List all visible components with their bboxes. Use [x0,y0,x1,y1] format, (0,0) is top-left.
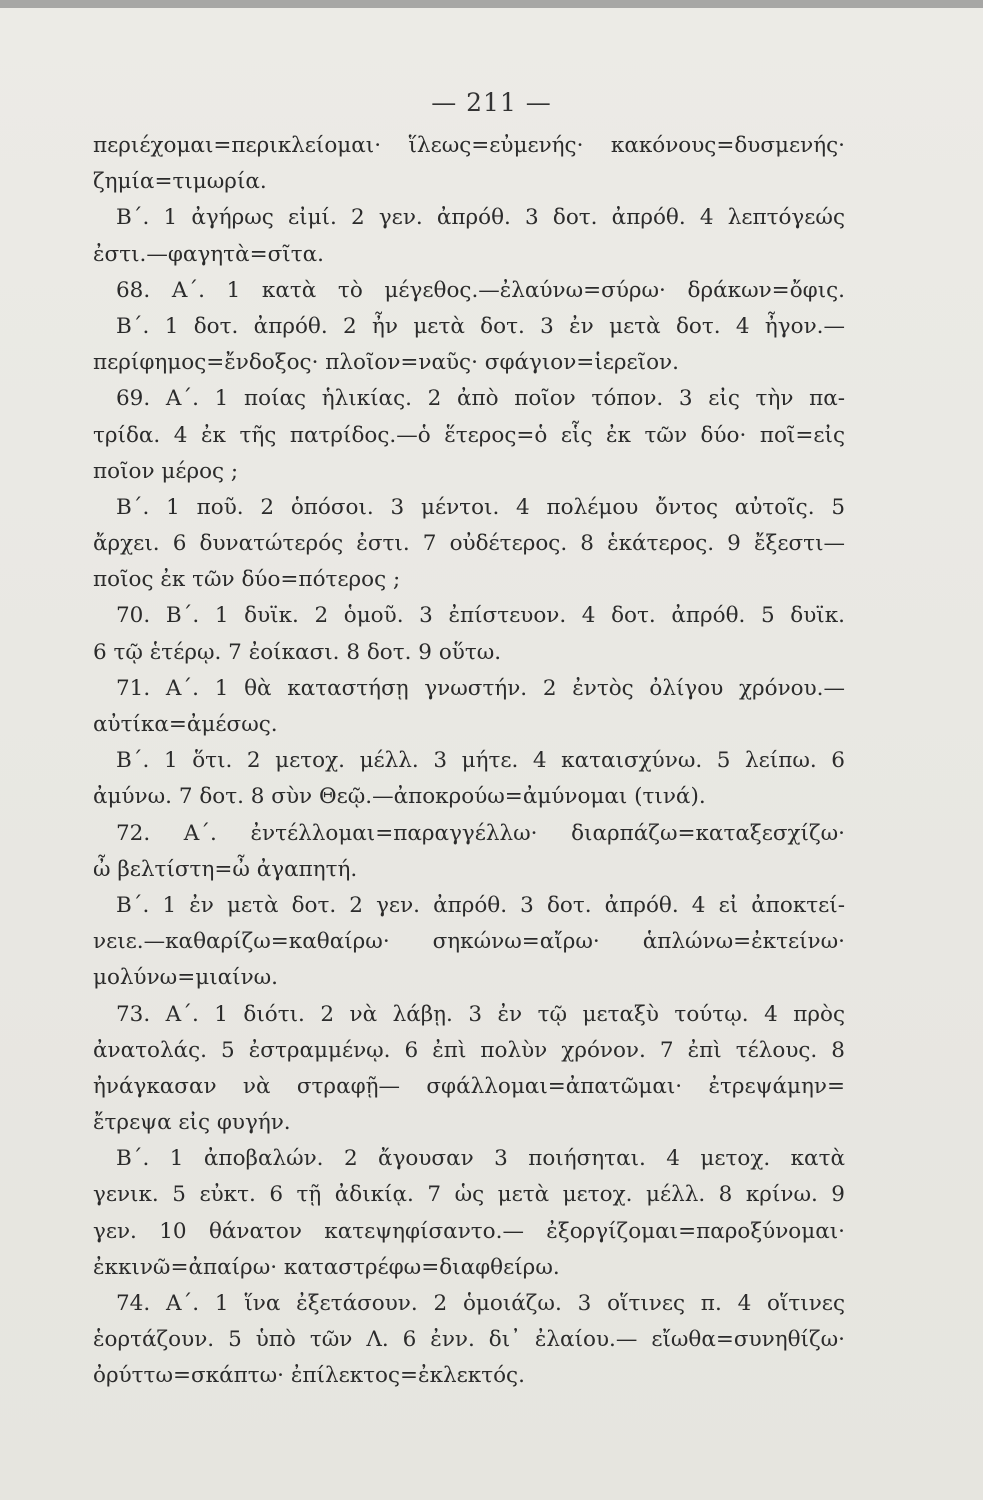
text-line: 71. Α΄. 1 θὰ καταστήσῃ γνωστήν. 2 ἐντὸς ὀλίγου χρόνου.— [116,675,845,701]
text-line: ὦ βελτίστη=ὦ ἀγαπητή. [93,856,358,882]
text-line: ἑορτάζουν. 5 ὑπὸ τῶν Λ. 6 ἐνν. δι᾽ ἐλαίου.— εἴωθα=συνηθίζω· [93,1327,845,1353]
text-line: περιέχομαι=περικλείομαι· ἵλεως=εὐμενής· κακόνους=δυσμενής· [93,133,845,158]
text-line: ἀμύνω. 7 δοτ. 8 σὺν Θεῷ.—ἀποκρούω=ἀμύνομαι (τινά). [93,784,706,810]
text-line: 72. Α΄. ἐντέλλομαι=παραγγέλλω· διαρπάζω=καταξεσχίζω· [116,820,845,846]
text-line: ἐκκινῶ=ἀπαίρω· καταστρέφω=διαφθείρω. [93,1254,560,1280]
text-line: 6 τῷ ἑτέρῳ. 7 ἐοίκασι. 8 δοτ. 9 οὕτω. [93,639,502,665]
text-line: ἔτρεψα εἰς φυγήν. [93,1110,291,1136]
text-line: νειε.—καθαρίζω=καθαίρω· σηκώνω=αἴρω· ἁπλώνω=ἐκτείνω· [93,929,845,955]
text-line: μολύνω=μιαίνω. [93,965,279,991]
text-line: Β΄. 1 δοτ. ἀπρόθ. 2 ἦν μετὰ δοτ. 3 ἐν μετὰ δοτ. 4 ἦγον.— [116,313,845,339]
text-line: 73. Α΄. 1 διότι. 2 νὰ λάβῃ. 3 ἐν τῷ μεταξὺ τούτῳ. 4 πρὸς [116,1001,845,1027]
text-line: 68. Α΄. 1 κατὰ τὸ μέγεθος.—ἐλαύνω=σύρω· δράκων=ὄφις. [116,277,845,303]
text-line: ἀνατολάς. 5 ἐστραμμένῳ. 6 ἐπὶ πολὺν χρόνον. 7 ἐπὶ τέλους. 8 [93,1037,845,1063]
text-line: ποῖος ἐκ τῶν δύο=πότερος ; [93,567,401,593]
text-line: γενικ. 5 εὐκτ. 6 τῇ ἀδικίᾳ. 7 ὡς μετὰ μετοχ. μέλλ. 8 κρίνω. 9 [93,1182,845,1208]
text-line: Β΄. 1 ἐν μετὰ δοτ. 2 γεν. ἀπρόθ. 3 δοτ. ἀπρόθ. 4 εἰ ἀποκτεί- [116,892,845,918]
text-line: Β΄. 1 ἀποβαλών. 2 ἄγουσαν 3 ποιήσηται. 4 μετοχ. κατὰ [116,1146,845,1172]
text-line: ἠνάγκασαν νὰ στραφῇ— σφάλλομαι=ἀπατῶμαι· ἐτρεψάμην= [93,1073,845,1099]
page-number: — 211 — [431,88,552,117]
text-line: γεν. 10 θάνατον κατεψηφίσαντο.— ἐξοργίζομαι=παροξύνομαι· [93,1218,845,1244]
text-line: Β΄. 1 ποῦ. 2 ὁπόσοι. 3 μέντοι. 4 πολέμου ὄντος αὐτοῖς. 5 [116,494,845,520]
text-line: ἐστι.—φαγητὰ=σῖτα. [93,241,324,267]
scan-top-edge [0,0,983,8]
text-line: περίφημος=ἔνδοξος· πλοῖον=ναῦς· σφάγιον=ἱερεῖον. [93,350,679,376]
text-line: ὀρύττω=σκάπτω· ἐπίλεκτος=ἐκλεκτός. [93,1363,525,1389]
text-line: αὐτίκα=ἀμέσως. [93,712,278,737]
text-line: 69. Α΄. 1 ποίας ἡλικίας. 2 ἀπὸ ποῖον τόπον. 3 εἰς τὴν πα- [116,386,845,412]
text-line: Β΄. 1 ὅτι. 2 μετοχ. μέλλ. 3 μήτε. 4 καταισχύνω. 5 λείπω. 6 [116,748,845,774]
text-line: Β΄. 1 ἀγήρως εἰμί. 2 γεν. ἀπρόθ. 3 δοτ. ἀπρόθ. 4 λεπτόγεώς [116,205,845,231]
text-line: ποῖον μέρος ; [93,458,239,484]
body-text [93,128,845,1395]
text-line: 70. Β΄. 1 δυϊκ. 2 ὁμοῦ. 3 ἐπίστευον. 4 δοτ. ἀπρόθ. 5 δυϊκ. [116,603,845,629]
text-line: 74. Α΄. 1 ἵνα ἐξετάσουν. 2 ὁμοιάζω. 3 οἵτινες π. 4 οἵτινες [116,1291,845,1316]
text-line: ζημία=τιμωρία. [93,169,267,195]
text-line: ἄρχει. 6 δυνατώτερός ἐστι. 7 οὐδέτερος. 8 ἑκάτερος. 9 ἔξεστι— [93,531,845,557]
text-line: τρίδα. 4 ἐκ τῆς πατρίδος.—ὁ ἕτερος=ὁ εἷς ἐκ τῶν δύο· ποῖ=εἰς [93,422,845,448]
